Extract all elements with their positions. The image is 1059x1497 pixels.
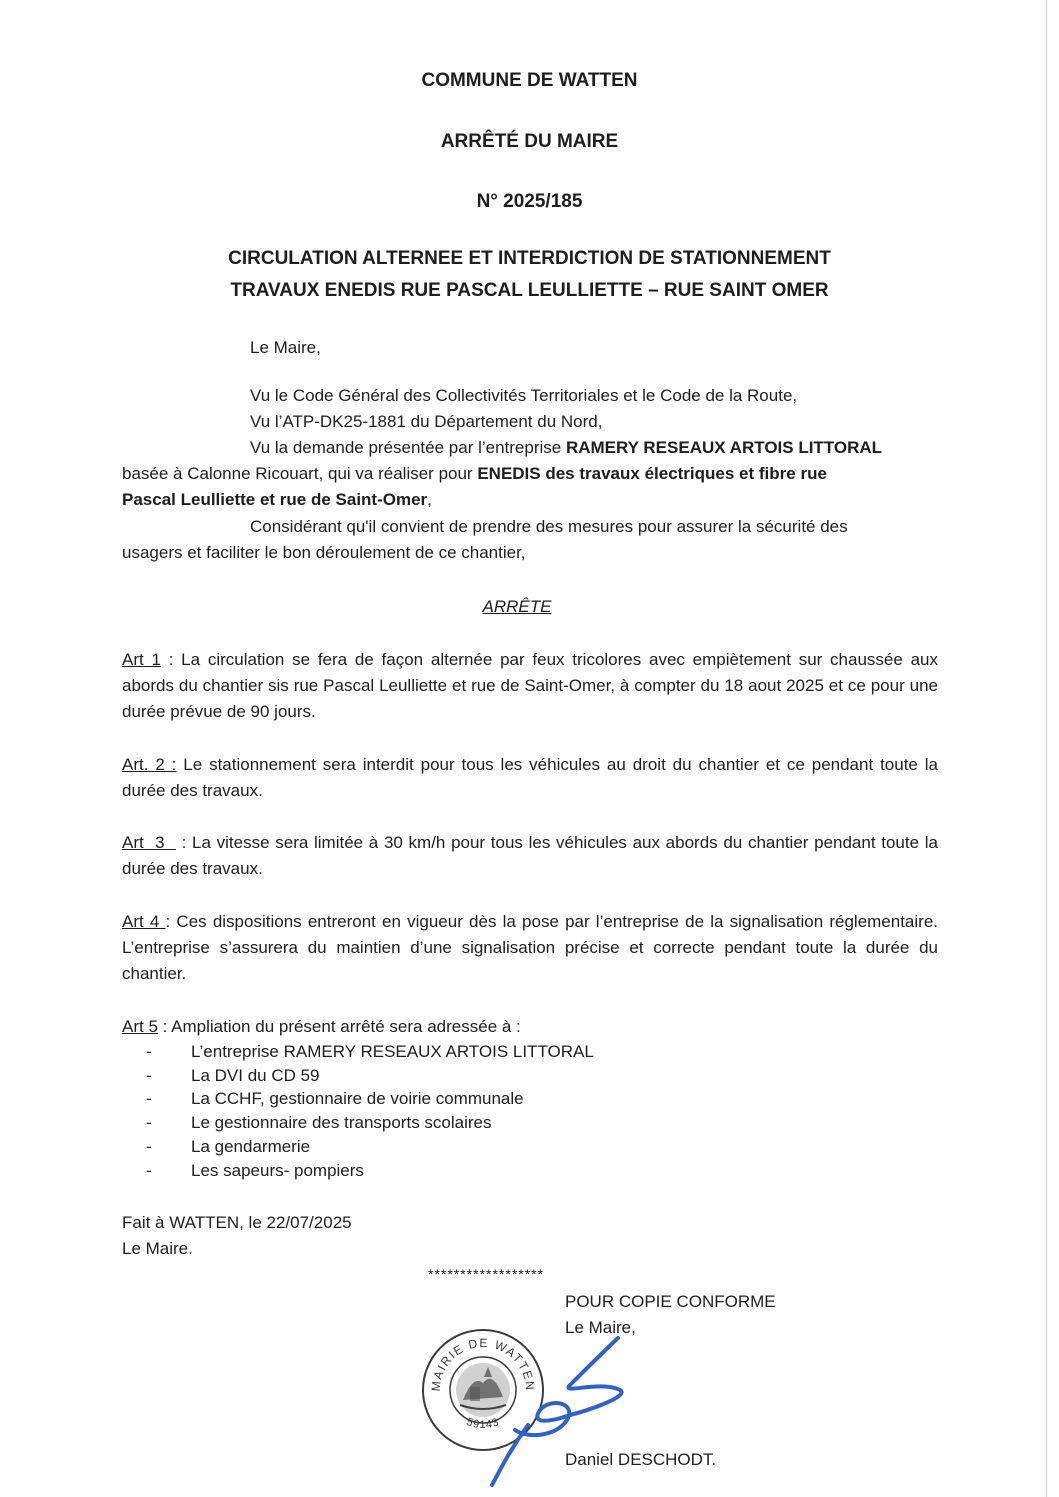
vu-demande-mid: basée à Calonne Ricouart, qui va réaliser pour	[122, 464, 478, 483]
considerant-line-2: usagers et faciliter le bon déroulement de ce chantier,	[122, 543, 526, 562]
recipient-item	[146, 1112, 492, 1134]
article-5-label: Art 5	[122, 1017, 158, 1036]
article-2-label: Art. 2 :	[122, 755, 177, 774]
article-4-text: : Ces dispositions entreront en vigueur dès la pose par l’entreprise de la signalisation réglementaire. L’entreprise s’assurera du maintien d’une signalisation précise et correcte pendant toute la durée du chantier.	[122, 912, 939, 983]
subject-line-2: TRAVAUX ENEDIS RUE PASCAL LEULLIETTE – RUE SAINT OMER	[230, 280, 829, 301]
vu-demande-end: ,	[427, 490, 432, 509]
opening-le-maire: Le Maire,	[250, 338, 321, 357]
works-streets: Pascal Leulliette et rue de Saint-Omer	[122, 490, 428, 509]
article-1-text: : La circulation se fera de façon alternée par feux tricolores avec empiètement sur chaussée aux abords du chantier sis rue Pascal Leulliette et rue de Saint-Omer, à compter du 18 aout 2025 et ce pour une durée prévue de 90 jours.	[122, 650, 938, 721]
recipient-bullet: -	[146, 1137, 152, 1156]
scan-edge	[1046, 0, 1047, 1497]
article-1	[122, 647, 938, 725]
vu-demande-line-3	[122, 489, 432, 511]
considerant-line-1: Considérant qu'il convient de prendre des mesures pour assurer la sécurité des	[250, 517, 848, 536]
recipient-bullet: -	[146, 1089, 152, 1108]
stamp-postcode: 59143	[464, 1415, 502, 1432]
arrete-heading: ARRÊTE	[482, 597, 552, 616]
article-5-text: : Ampliation du présent arrêté sera adressée à :	[157, 1017, 521, 1036]
article-2-text: Le stationnement sera interdit pour tous les véhicules au droit du chantier et ce pendant toute la durée des travaux.	[122, 755, 939, 800]
recipient-bullet: -	[146, 1161, 152, 1180]
vu-demande-prefix: Vu la demande présentée par l’entreprise	[250, 438, 566, 457]
article-1-label: Art 1	[122, 650, 161, 669]
arrete-number: N° 2025/185	[476, 191, 583, 212]
pour-copie-conforme: POUR COPIE CONFORME	[565, 1292, 776, 1311]
recipient-bullet: -	[146, 1042, 152, 1061]
article-4-label: Art 4	[122, 912, 166, 931]
article-3-text: : La vitesse sera limitée à 30 km/h pour tous les véhicules aux abords du chantier pendant toute la durée des travaux.	[122, 833, 938, 878]
article-5	[122, 1016, 521, 1038]
recipient-item	[146, 1065, 320, 1087]
recipient-label: La CCHF, gestionnaire de voirie communale	[191, 1089, 524, 1108]
vu-demande-line-2	[122, 463, 827, 485]
works-description: ENEDIS des travaux électriques et fibre rue	[477, 464, 827, 483]
article-3	[122, 830, 938, 882]
signature-le-maire: Le Maire.	[122, 1239, 193, 1258]
stamp-ring-text: MAIRIE DE WATTEN	[428, 1335, 538, 1392]
copie-le-maire: Le Maire,	[565, 1318, 636, 1337]
separator-stars: ******************	[428, 1266, 545, 1282]
commune-title: COMMUNE DE WATTEN	[421, 70, 638, 91]
recipient-item	[146, 1088, 524, 1110]
article-2	[122, 752, 938, 804]
recipient-label: Les sapeurs- pompiers	[191, 1161, 364, 1180]
recipient-label: L’entreprise RAMERY RESEAUX ARTOIS LITTORAL	[191, 1042, 594, 1061]
article-3-label: Art 3	[122, 833, 176, 852]
recipient-label: Le gestionnaire des transports scolaires	[191, 1113, 492, 1132]
company-name: RAMERY RESEAUX ARTOIS LITTORAL	[565, 438, 883, 457]
recipient-item	[146, 1041, 594, 1063]
vu-atp: Vu l’ATP-DK25-1881 du Département du Nord,	[250, 412, 603, 431]
vu-code: Vu le Code Général des Collectivités Territoriales et le Code de la Route,	[250, 386, 798, 405]
vu-demande-line-1	[250, 437, 882, 459]
signatory-name: Daniel DESCHODT.	[565, 1450, 717, 1469]
recipient-label: La DVI du CD 59	[191, 1066, 320, 1085]
arrete-title: ARRÊTÉ DU MAIRE	[440, 131, 619, 152]
fait-a-watten: Fait à WATTEN, le 22/07/2025	[122, 1213, 352, 1232]
recipient-label: La gendarmerie	[191, 1137, 311, 1156]
recipient-bullet: -	[146, 1113, 152, 1132]
subject-line-1: CIRCULATION ALTERNEE ET INTERDICTION DE STATIONNEMENT	[228, 248, 831, 269]
recipient-item	[146, 1136, 310, 1158]
article-4	[122, 909, 938, 987]
recipient-bullet: -	[146, 1066, 152, 1085]
recipient-item	[146, 1160, 364, 1182]
mayor-signature	[470, 1330, 640, 1490]
